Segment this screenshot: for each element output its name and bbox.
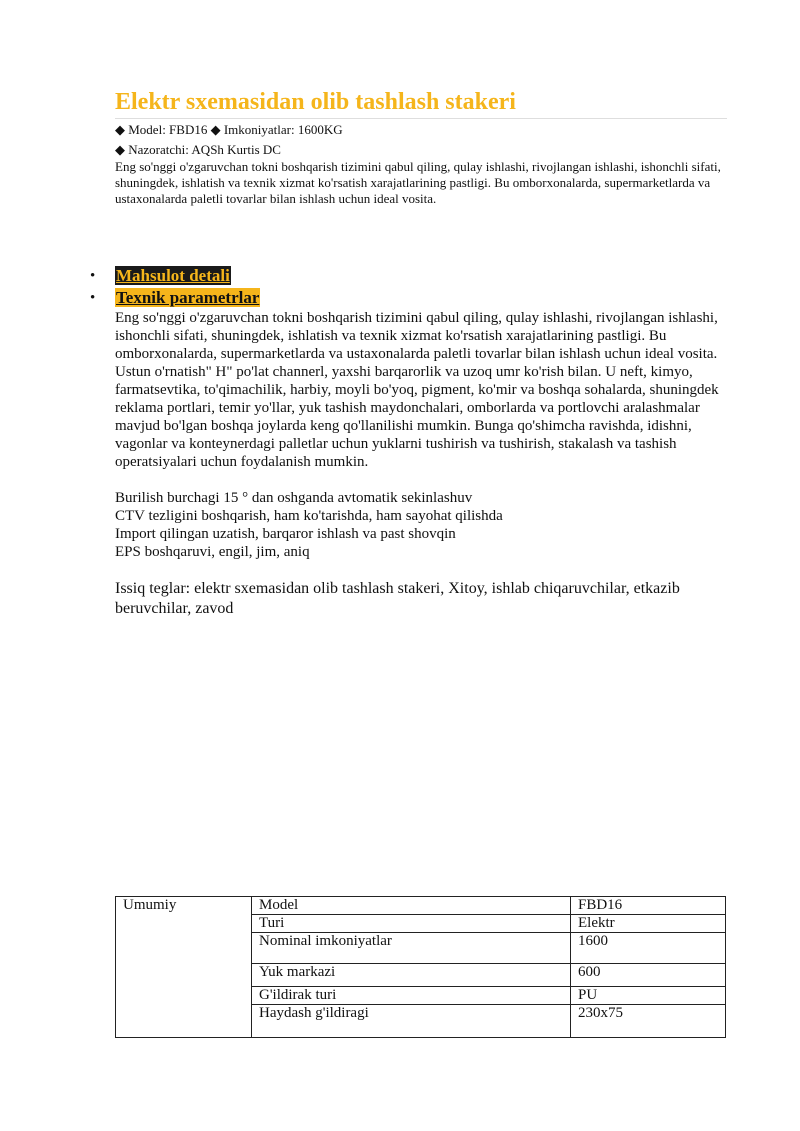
spec-label: Model	[252, 897, 571, 915]
feature-item: Burilish burchagi 15 ° dan oshganda avtomatik sekinlashuv	[115, 490, 473, 506]
tab-product-detail-label[interactable]: Mahsulot detali	[116, 266, 230, 285]
spec-value: FBD16	[571, 897, 726, 915]
spec-group-label: Umumiy	[116, 897, 252, 1038]
feature-item: EPS boshqaruvi, engil, jim, aniq	[115, 544, 310, 560]
spec-value: PU	[571, 987, 726, 1005]
hot-tags: Issiq teglar: elektr sxemasidan olib tashlash stakeri, Xitoy, ishlab chiqaruvchilar, etkazib beruvchilar, zavod	[115, 580, 680, 617]
feature-list	[115, 489, 727, 561]
spec-label: Nominal imkoniyatlar	[252, 933, 571, 964]
spec-label: Turi	[252, 915, 571, 933]
feature-item: Import qilingan uzatish, barqaror ishlash va past shovqin	[115, 526, 456, 542]
spec-value: 230x75	[571, 1005, 726, 1038]
spec-value: 600	[571, 964, 726, 987]
detail-tabs	[115, 265, 727, 309]
table-row	[116, 897, 726, 915]
page-title: Elektr sxemasidan olib tashlash stakeri	[115, 86, 727, 119]
model-capacity-line: ◆ Model: FBD16 ◆ Imkoniyatlar: 1600KG	[115, 122, 343, 137]
spec-label: Haydash g'ildiragi	[252, 1005, 571, 1038]
spec-value: 1600	[571, 933, 726, 964]
tab-product-detail[interactable]	[115, 265, 727, 287]
spec-table	[115, 896, 726, 1038]
tab-technical-parameters-label[interactable]: Texnik parametrlar	[116, 288, 260, 307]
spec-label: Yuk markazi	[252, 964, 571, 987]
controller-line: ◆ Nazoratchi: AQSh Kurtis DC	[115, 142, 281, 157]
tab-technical-parameters[interactable]	[115, 287, 727, 309]
spec-label: G'ildirak turi	[252, 987, 571, 1005]
product-intro: Eng so'nggi o'zgaruvchan tokni boshqarish tizimini qabul qiling, qulay ishlashi, rivojlangan ishlashi, ishonchli sifati, shuningdek, ishlatish va texnik xizmat ko'rsatish xarajatlarining pastligi. Bu omborxonalarda, supermarketlarda va ustaxonalarda paletli tovarlar bilan ishlash uchun ideal vosita.	[115, 159, 721, 206]
spec-value: Elektr	[571, 915, 726, 933]
product-description: Eng so'nggi o'zgaruvchan tokni boshqarish tizimini qabul qiling, qulay ishlashi, rivojlangan ishlashi, ishonchli sifati, shuningdek, ishlatish va texnik xizmat ko'rsatish xarajatlarining pastligi. Bu omborxonalarda, supermarketlarda va ustaxonalarda paletli tovarlar bilan ishlash uchun ideal vosita. Ustun o'rnatish" H" po'lat channerl, yaxshi barqarorlik va uzoq umr ko'rish bilan. U neft, kimyo, farmatsevtika, to'qimachilik, harbiy, moyli bo'yoq, pigment, ko'mir va boshqa sohalarda, shuningdek reklama portlari, temir yo'llar, yuk tashish maydonchalari, omborlarda va portlovchi aralashmalar mavjud bo'lgan boshqa joylarda keng qo'llanilishi mumkin. Bunga qo'shimcha ravishda, idishni, vagonlar va konteynerdagi palletlar uchun yuklarni tushirish va tushirish, stakalash va tashish operatsiyalari uchun foydalanish mumkin.	[115, 310, 719, 470]
feature-item: CTV tezligini boshqarish, ham ko'tarishda, ham sayohat qilishda	[115, 508, 503, 524]
product-page	[115, 86, 727, 619]
